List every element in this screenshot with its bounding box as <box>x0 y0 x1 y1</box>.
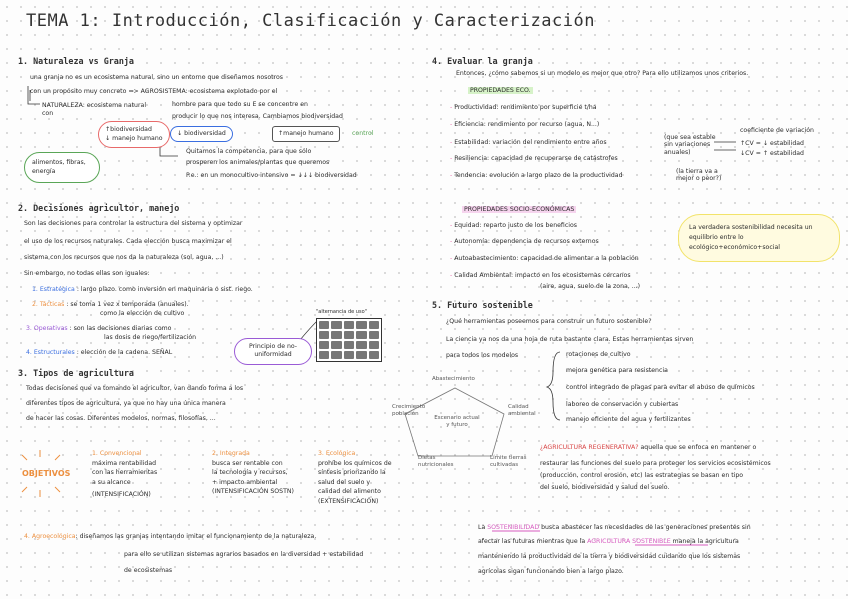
sost-line-4: agrícolas sigan funcionando bien a largo plazo. <box>478 568 624 575</box>
eco-item-1: - Productividad: rendimiento por superficie t/ha <box>450 104 597 112</box>
regen-label: ¿AGRICULTURA REGENERATIVA? <box>540 444 639 451</box>
type-agroecological <box>24 533 316 541</box>
agro-manejo-box: ↑manejo humano <box>272 126 340 142</box>
socio-item-3: - Autoabastecimiento: capacidad de alimentar a la población <box>450 255 639 263</box>
decision-2-label: 2. Tácticas <box>32 301 65 308</box>
section-2-heading: 2. Decisiones agricultor, manejo <box>18 203 180 213</box>
type-3-l5: (EXTENSIFICACIÓN) <box>318 498 379 506</box>
pentagon-right: Calidad ambiental <box>508 404 536 417</box>
pentagon-bottom-right: Límite tierras cultivadas <box>490 455 527 468</box>
s2-line-2: el uso de los recursos naturales. Cada elección busca maximizar el <box>24 238 232 245</box>
eco-item-4: - Resiliencia: capacidad de recuperarse de catástrofes <box>450 155 618 163</box>
decision-3-label: 3. Operativas <box>26 325 68 332</box>
s5-line-2: para todos los modelos <box>446 352 519 359</box>
decision-3-text-2: las dosis de riego/fertilización <box>104 334 197 341</box>
type-2-l4: (INTENSIFICACIÓN SOSTN) <box>212 488 294 496</box>
stability-note: (que sea estable sin variaciones anuales) <box>664 134 716 156</box>
type-1-l4: (INTENSIFICACIÓN) <box>92 491 151 499</box>
type-integrated <box>212 449 294 497</box>
type-1-l2: con las herramientas <box>92 469 158 477</box>
section-1-heading: 1. Naturaleza vs Granja <box>18 56 134 66</box>
s3-line-2: diferentes tipos de agricultura, ya que no hay una única manera <box>26 400 226 407</box>
sost-l2-b: AGRICULTURA SOSTENIBLE <box>587 538 671 545</box>
coef-label: coeficiente de variación <box>740 127 814 134</box>
patch-label: "alternancia de uso" <box>316 309 367 315</box>
pentagon-top: Abastecimiento <box>432 376 475 382</box>
sustainability-note: La verdadera sostenibilidad necesita un equilibrio entre lo ecológico+económico+social <box>678 214 840 262</box>
tool-4: laboreo de conservación y cubiertas <box>566 401 679 408</box>
decision-item-1 <box>32 286 253 294</box>
objetivos-label: OBJETIVOS <box>22 469 71 478</box>
s5-line-1: La ciencia ya nos da una hoja de ruta bastante clara. Estas herramientas sirven <box>446 336 694 343</box>
s1-q-3: P.e.: en un monocultivo intensivo = ↓↓↓ biodiversidad <box>186 172 357 179</box>
decision-item-4 <box>26 349 172 357</box>
sost-l2-c: maneja la agricultura <box>672 538 739 545</box>
s2-line-3: sistema con los recursos que nos da la naturaleza (sol, agua, ...) <box>24 254 224 261</box>
s1-line-3: hombre para que todo su E se concentre en <box>172 101 308 108</box>
tool-2: mejora genética para resistencia <box>566 367 668 374</box>
calidad-note: (aire, agua, suelo de la zona, ...) <box>540 283 641 290</box>
socio-item-2: - Autonomía: dependencia de recursos externos <box>450 238 599 246</box>
nat-bubble-line-1: ↑biodiversidad <box>105 126 152 133</box>
s4-intro: Entonces, ¿cómo sabemos si un modelo es mejor que otro? Para ello utilizamos unos criterios. <box>456 70 749 77</box>
decision-4-label: 4. Estructurales <box>26 349 75 356</box>
type-2-l3: + impacto ambiental <box>212 478 278 486</box>
decision-1-label: 1. Estratégica <box>32 286 75 293</box>
decision-4-text: : elección de la cadena. SEÑAL <box>76 349 173 356</box>
regen-text-1: aquella que se enfoca en mantener o <box>640 444 757 451</box>
naturaleza-label: NATURALEZA: ecosistema natural con <box>42 102 147 118</box>
type-3-l4: calidad del alimento <box>318 488 381 496</box>
s1-line-2: con un propósito muy concreto => AGROSISTEMA: ecosistema explotado por el <box>30 88 278 95</box>
decision-item-2 <box>32 301 189 309</box>
type-3-label: 3. Ecológica <box>318 450 356 457</box>
type-1-l1: máxima rentabilidad <box>92 459 157 467</box>
section-5-heading: 5. Futuro sostenible <box>432 300 533 310</box>
socio-item-4: - Calidad Ambiental: impacto en los ecosistemas cercanos <box>450 272 631 280</box>
s1-line-4: producir lo que nos interesa. Cambiamos biodiversidad <box>172 113 343 120</box>
section-4-heading: 4. Evaluar la granja <box>432 56 533 66</box>
type-4-l3: de ecosistemas <box>124 567 173 574</box>
principio-bubble: Principio de no-uniformidad <box>234 338 312 365</box>
coef-1: ↑CV = ↓ estabilidad <box>740 140 804 147</box>
decision-3-text: : son las decisiones diarias como <box>69 325 172 332</box>
sost-line-2 <box>478 538 739 546</box>
coef-2: ↓CV = ↑ estabilidad <box>740 150 804 157</box>
pentagon-left: Crecimiento población <box>392 404 426 417</box>
s3-line-1: Todas decisiones que va tomando el agricultor, van dando forma a los <box>26 385 244 392</box>
type-1-l3: a su alcance <box>92 478 131 486</box>
type-4-l1: : diseñamos las granjas intentando imitar el funcionamiento de la naturaleza. <box>75 533 317 540</box>
eco-item-5: - Tendencia: evolución a largo plazo de la productividad <box>450 172 623 180</box>
sost-l1-b: SOSTENIBILIDAD <box>487 524 540 531</box>
decision-2-text: : se toma 1 vez x temporada (anuales). <box>66 301 189 308</box>
naturaleza-bubble <box>98 121 170 148</box>
s2-line-4: Sin embargo, no todas ellas son iguales: <box>24 270 150 277</box>
regen-line-1 <box>540 444 756 452</box>
sost-l1-a: La <box>478 524 486 531</box>
type-3-l3: salud del suelo y <box>318 478 371 486</box>
type-3-l2: síntesis priorizando la <box>318 469 386 477</box>
decision-2-text-2: como la elección de cultivo <box>100 310 185 317</box>
agro-biodiversity-bubble: ↓ biodiversidad <box>170 126 233 142</box>
eco-item-3: - Estabilidad: variación del rendimiento entre años <box>450 139 607 147</box>
type-3-l1: prohíbe los químicos de <box>318 459 392 467</box>
pentagon-center: Escenario actual y futuro <box>434 415 480 428</box>
s2-line-1: Son las decisiones para controlar la estructura del sistema y optimizar <box>24 220 243 227</box>
socio-heading <box>462 206 576 214</box>
s1-q-1: Quitamos la competencia, para que sólo <box>186 148 312 155</box>
type-conventional <box>92 449 157 500</box>
type-2-l1: busca ser rentable con <box>212 459 283 467</box>
control-label: control <box>352 130 374 137</box>
type-2-label: 2. Integrada <box>212 450 250 457</box>
type-1-label: 1. Convencional <box>92 450 142 457</box>
sost-l2-a: afectar las futuras mientras que la <box>478 538 586 545</box>
s5-question: ¿Qué herramientas poseemos para construir un futuro sostenible? <box>446 318 652 325</box>
eco-item-2: - Eficiencia: rendimiento por recurso (agua, N...) <box>450 121 599 129</box>
trend-note: (la tierra va a mejor o peor?) <box>676 168 722 183</box>
decision-1-text: : largo plazo. como inversión en maquinaria o sist. riego. <box>76 286 253 293</box>
patch-mosaic-image <box>316 318 382 362</box>
sost-line-3: manteniendo la productividad de la tierra y biodiversidad cuidando que los sistemas <box>478 553 741 560</box>
regen-line-3: (producción, control erosión, etc) las estrategias se basan en tipo <box>540 472 744 479</box>
tool-3: control integrado de plagas para evitar el abuso de químicos <box>566 384 755 391</box>
type-ecological <box>318 449 392 507</box>
tool-5: manejo eficiente del agua y fertilizantes <box>566 416 691 423</box>
type-4-label: 4. Agroecológica <box>24 533 76 540</box>
s1-line-1: una granja no es un ecosistema natural, sino un entorno que diseñamos nosotros <box>30 74 284 81</box>
regen-line-2: restaurar las funciones del suelo para proteger los servicios ecosistémicos <box>540 460 771 467</box>
decision-item-3 <box>26 325 171 333</box>
sost-line-1 <box>478 524 751 532</box>
eco-heading <box>468 87 533 95</box>
pentagon-bottom-left: Dietas nutricionales <box>418 455 454 468</box>
nat-bubble-line-2: ↓ manejo humano <box>105 135 163 143</box>
cloud-output: alimentos, fibras, energía <box>24 152 100 183</box>
tool-1: rotaciones de cultivo <box>566 351 631 358</box>
page-title: TEMA 1: Introducción, Clasificación y Caracterización <box>26 11 595 31</box>
sost-l1-c: busca abastecer las necesidades de las generaciones presentes sin <box>541 524 751 531</box>
type-2-l2: la tecnología y recursos, <box>212 469 288 477</box>
eco-heading-text: PROPIEDADES ECO. <box>470 87 531 94</box>
socio-heading-text: PROPIEDADES SOCIO-ECONÓMICAS <box>464 206 575 213</box>
type-4-l2: para ello se utilizan sistemas agrarios basados en la diversidad + estabilidad <box>124 551 364 558</box>
socio-item-1: - Equidad: reparto justo de los beneficios <box>450 222 577 230</box>
regen-line-4: del suelo, biodiversidad y salud del suelo. <box>540 484 670 491</box>
s3-line-3: de hacer las cosas. Diferentes modelos, normas, filosofías, ... <box>26 415 216 422</box>
section-3-heading: 3. Tipos de agricultura <box>18 368 134 378</box>
s1-q-2: prosperen los animales/plantas que queremos <box>186 159 330 166</box>
